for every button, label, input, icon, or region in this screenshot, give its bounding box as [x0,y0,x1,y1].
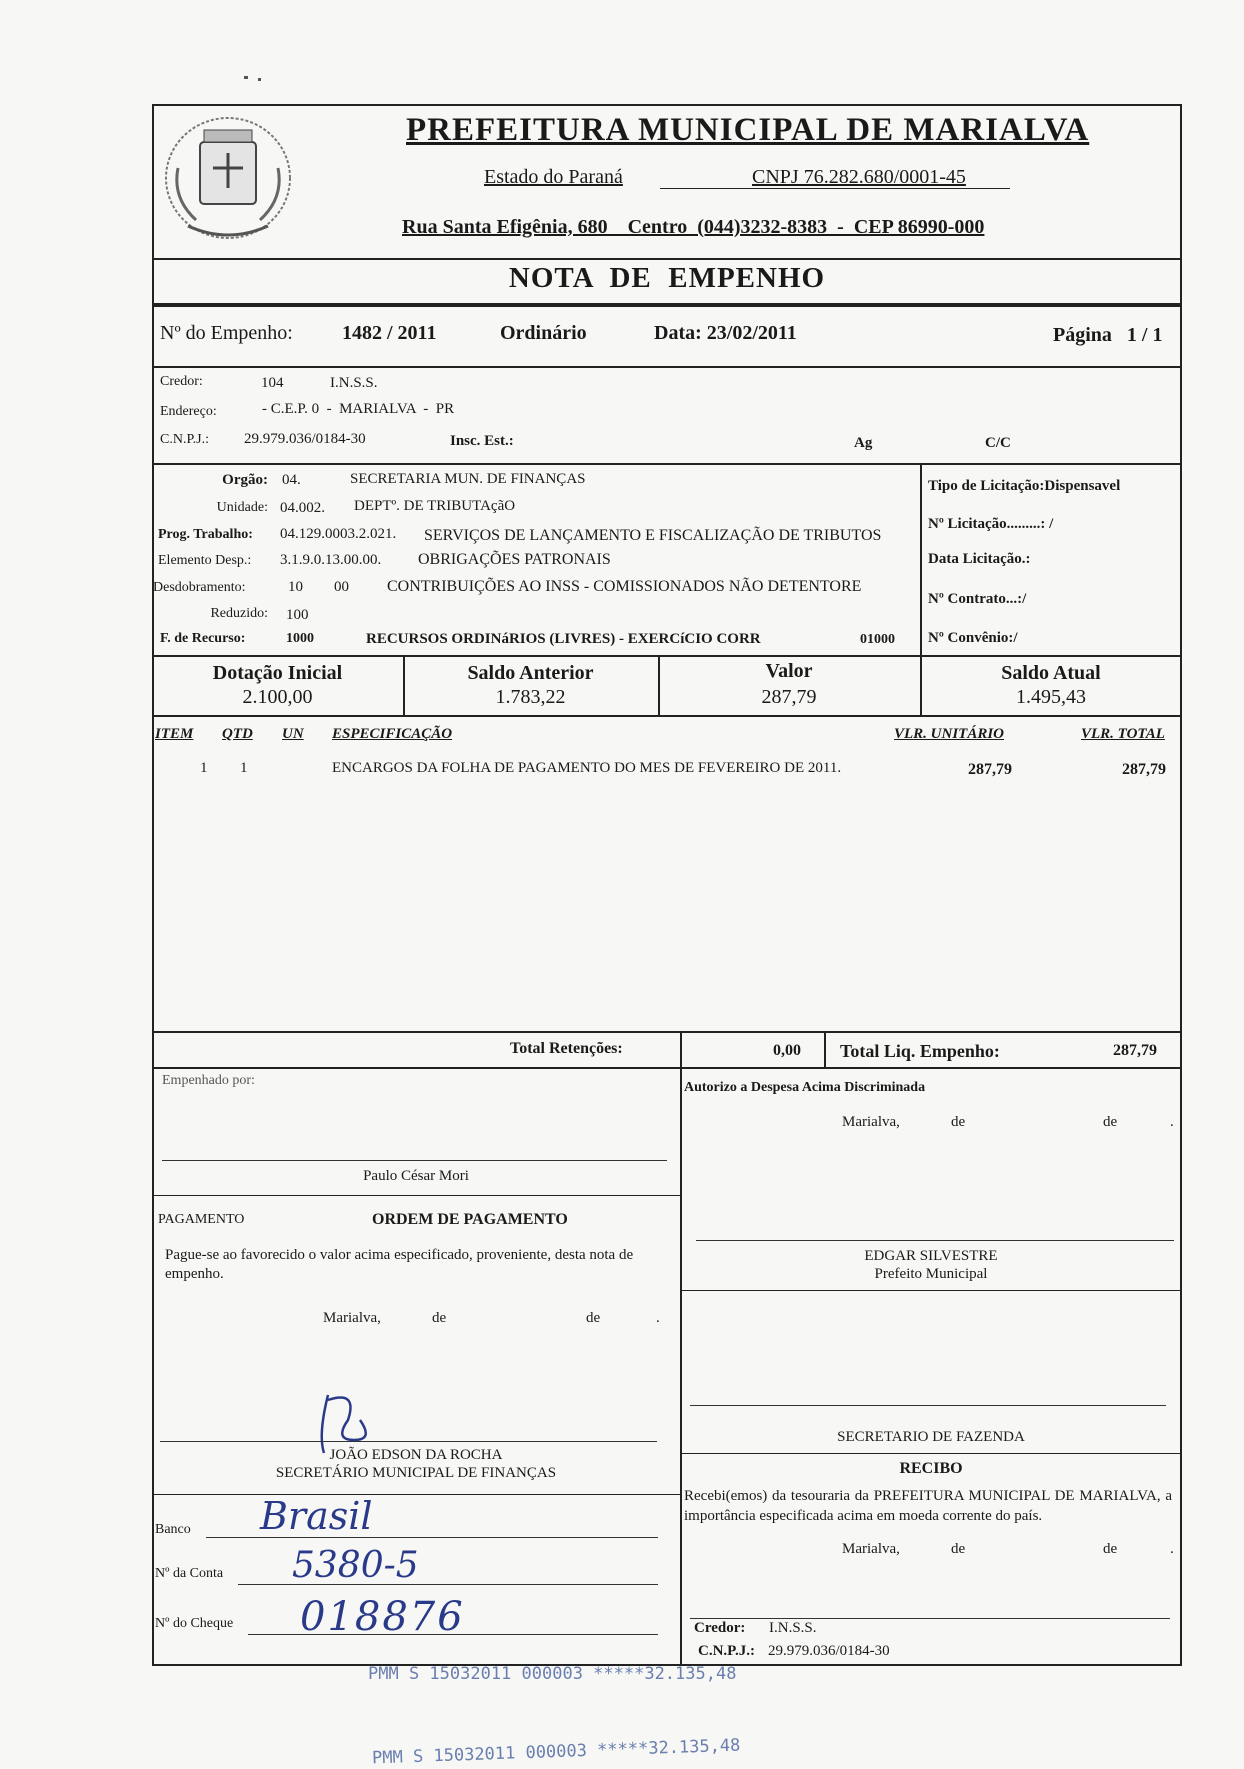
elemento: 3.1.9.0.13.00.00. [280,552,382,568]
row-especificacao: ENCARGOS DA FOLHA DE PAGAMENTO DO MES DE FEVEREIRO DE 2011. [332,760,842,776]
orgao: 04. [282,472,301,488]
prefeito-cargo: Prefeito Municipal [874,1266,988,1282]
cheque-label: Nº do Cheque [155,1616,234,1631]
total-retencoes-label: Total Retenções: [510,1040,623,1057]
col-vlr-unitario: VLR. UNITÁRIO [894,726,1005,742]
col-especificacao: ESPECIFICAÇÃO [332,726,453,742]
local-de: de [951,1114,966,1130]
row-vlr-total: 287,79 [1122,761,1166,778]
doc-title: NOTA DE EMPENHO [508,262,826,294]
total-retencoes: 0,00 [773,1042,801,1059]
cc-label: C/C [985,435,1011,451]
col-qtd: QTD [222,726,253,742]
valor: 287,79 [761,686,817,708]
divider [680,1067,682,1666]
ag-label: Ag [854,435,873,451]
total-liq-label: Total Liq. Empenho: [840,1041,1000,1061]
numero-convenio: Nº Convênio:/ [928,630,1018,646]
empenho-date: Data: 23/02/2011 [654,322,797,344]
empenhado-label: Empenhado por: [162,1073,255,1088]
local-dot: . [1170,1541,1174,1557]
local-de: de [1103,1114,1118,1130]
orgao-label: Orgão: [222,472,268,488]
local-de: de [586,1310,601,1326]
recibo-credor-label: Credor: [694,1620,746,1636]
header-cnpj: CNPJ 76.282.680/0001-45 [752,166,966,188]
desdob-label: Desdobramento: [153,580,246,595]
elemento-label: Elemento Desp.: [158,553,252,568]
col-un: UN [282,726,304,742]
recurso: 1000 [286,631,314,646]
divider [152,1067,1182,1069]
divider [152,1031,1182,1033]
divider [152,1494,680,1495]
secretario-fazenda: SECRETARIO DE FAZENDA [837,1429,1025,1445]
conta-label: Nº da Conta [155,1566,224,1581]
valor-label: Valor [765,660,813,682]
empenhado-nome: Paulo César Mori [363,1168,469,1184]
reduzido: 100 [286,607,309,623]
unidade-label: Unidade: [216,500,268,515]
empenho-number: 1482 / 2011 [342,322,437,344]
pagamento-texto: Pague-se ao favorecido o valor acima especificado, proveniente, desta nota de empenho. [165,1247,634,1282]
divider [920,463,922,656]
speck [258,78,261,81]
divider [152,715,1182,717]
dotacao-inicial: 2.100,00 [242,686,313,708]
speck [244,76,248,79]
local-dot: . [1170,1114,1174,1130]
page-number: Página 1 / 1 [1053,324,1163,346]
prog-label: Prog. Trabalho: [158,527,253,542]
prog: 04.129.0003.2.021. [280,526,397,542]
divider [152,463,1182,465]
cnpj-label: C.N.P.J.: [160,432,210,447]
numero-contrato: Nº Contrato...:/ [928,591,1027,607]
credor-code: 104 [261,375,284,391]
divider [680,1031,682,1068]
credor-cnpj: 29.979.036/0184-30 [244,431,366,447]
municipal-crest-icon [158,108,298,250]
row-qtd: 1 [240,760,248,776]
joao-cargo: SECRETÁRIO MUNICIPAL DE FINANÇAS [275,1465,557,1481]
recibo-cnpj-label: C.N.P.J.: [698,1643,755,1659]
header-title: PREFEITURA MUNICIPAL DE MARIALVA [406,112,1090,148]
col-item: ITEM [155,726,194,742]
credor-label: Credor: [160,374,203,389]
page-title [300,112,1180,149]
recibo-credor: I.N.S.S. [769,1620,817,1636]
credor-name: I.N.S.S. [330,375,378,391]
desdob-desc: CONTRIBUIÇÕES AO INSS - COMISSIONADOS NÃO DETENTORE [387,578,862,595]
local-marialva: Marialva, [323,1310,381,1326]
data-licitacao: Data Licitação.: [928,551,1031,567]
reduzido-label: Reduzido: [210,606,268,621]
recurso-code: 01000 [860,632,895,647]
saldo-anterior-label: Saldo Anterior [467,662,594,684]
prog-desc: SERVIÇOS DE LANÇAMENTO E FISCALIZAÇÃO DE TRIBUTOS [424,527,882,544]
numero-licitacao: Nº Licitação.........: / [928,516,1054,532]
divider [680,1290,1182,1291]
recibo-title: RECIBO [899,1460,963,1477]
orgao-desc: SECRETARIA MUN. DE FINANÇAS [350,471,586,487]
ordem-pagamento-title: ORDEM DE PAGAMENTO [372,1211,568,1228]
signature-line [696,1240,1174,1241]
divider [152,366,1182,368]
divider [824,1031,826,1068]
divider [152,1195,680,1196]
conta-handwritten: 5380-5 [292,1545,419,1586]
local-de: de [432,1310,447,1326]
signature-line [162,1160,667,1161]
row-item: 1 [200,760,208,776]
recibo-texto: Recebi(emos) da tesouraria da PREFEITURA MUNICIPAL DE MARIALVA, a importância especificada acima em moeda corrente do país. [684,1488,1172,1524]
insc-label: Insc. Est.: [450,433,514,449]
unidade: 04.002. [280,500,325,516]
pagamento-label: PAGAMENTO [158,1212,245,1227]
empenho-type: Ordinário [500,322,587,344]
tipo-licitacao: Tipo de Licitação:Dispensavel [928,478,1121,494]
divider [152,655,1182,657]
dotacao-inicial-label: Dotação Inicial [212,662,343,684]
empenho-number-label: Nº do Empenho: [160,322,293,344]
local-marialva: Marialva, [842,1541,900,1557]
credor-address: - C.E.P. 0 - MARIALVA - PR [262,401,455,417]
local-marialva: Marialva, [842,1114,900,1130]
divider [152,258,1182,260]
header-address: Rua Santa Efigênia, 680 Centro (044)3232-8383 - CEP 86990-000 [402,216,985,238]
endereco-label: Endereço: [160,404,217,419]
local-de: de [1103,1541,1118,1557]
banco-handwritten: Brasil [260,1494,373,1538]
signature-line [690,1618,1170,1619]
desdob-a: 10 [288,579,303,595]
local-dot: . [656,1310,660,1326]
machine-stamp: PMM S 15032011 000003 *****32.135,48 [371,1735,741,1769]
recibo-cnpj: 29.979.036/0184-30 [768,1643,890,1659]
row-vlr-unitario: 287,79 [968,761,1012,778]
recurso-label: F. de Recurso: [160,631,246,646]
joao-nome: JOÃO EDSON DA ROCHA [329,1447,503,1463]
local-de: de [951,1541,966,1557]
saldo-atual: 1.495,43 [1016,686,1086,708]
cheque-handwritten: 018876 [300,1594,465,1640]
saldo-anterior: 1.783,22 [495,686,566,708]
autorizo-texto: Autorizo a Despesa Acima Discriminada [684,1080,926,1095]
prefeito-nome: EDGAR SILVESTRE [864,1248,998,1264]
signature-line [690,1405,1166,1406]
recurso-desc: RECURSOS ORDINáRIOS (LIVRES) - EXERCíCIO CORR [366,631,761,647]
saldo-atual-label: Saldo Atual [1001,662,1101,684]
machine-stamp: PMM S 15032011 000003 *****32.135,48 [368,1664,737,1684]
divider [680,1453,1182,1454]
elemento-desc: OBRIGAÇÕES PATRONAIS [418,551,611,568]
banco-label: Banco [155,1522,191,1537]
signature-line [160,1441,657,1442]
unidade-desc: DEPTº. DE TRIBUTAçãO [354,498,516,514]
header-state: Estado do Paraná [484,166,623,188]
divider [152,303,1182,307]
total-liq: 287,79 [1113,1042,1157,1059]
col-vlr-total: VLR. TOTAL [1081,726,1165,742]
desdob-b: 00 [334,579,349,595]
